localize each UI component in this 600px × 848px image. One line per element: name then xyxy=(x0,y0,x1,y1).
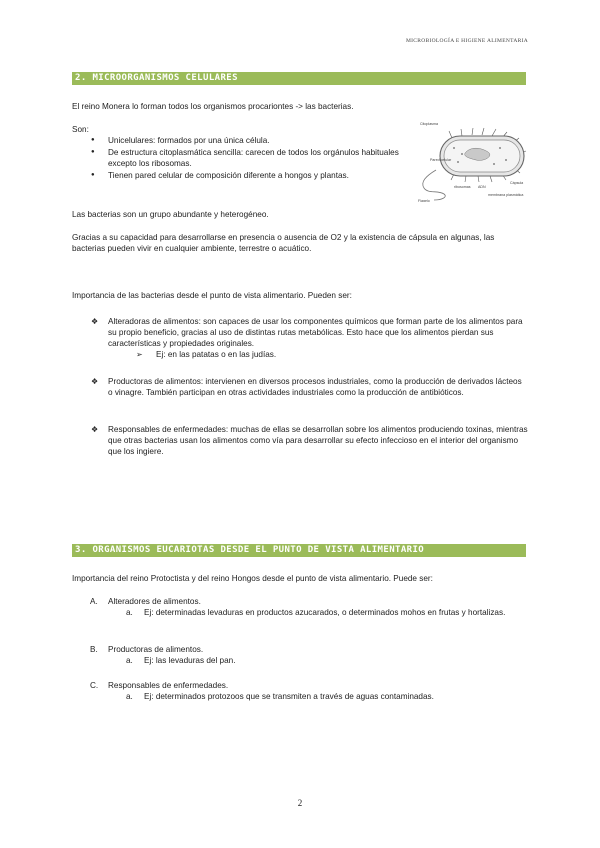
item-text: Responsables de enfermedades: muchas de ellas se desarrollan sobre los alimentos produciendo toxinas, mientras que otras bacterias usan los alimentos como vía para desarrollar su efecto infeccioso en el interior del organismo que los ingiere. xyxy=(108,425,528,456)
sub-item xyxy=(90,655,530,666)
item-letter: B. xyxy=(90,645,98,654)
item-title: Responsables de enfermedades. xyxy=(108,681,229,690)
bacteria-importance-list-3 xyxy=(88,424,528,457)
list-item xyxy=(88,376,528,398)
characteristics-list xyxy=(88,135,408,182)
label-citoplasma: Citoplasma xyxy=(420,122,438,126)
sub-marker: a. xyxy=(126,608,133,617)
eukaryote-intro: Importancia del reino Protoctista y del reino Hongos desde el punto de vista alimentario. Puede ser: xyxy=(72,574,433,583)
label-flagelo: Flagelo xyxy=(418,199,430,202)
label-pared-celular: Pared celular xyxy=(430,158,452,162)
paragraph-capacidad: Gracias a su capacidad para desarrollarse en presencia o ausencia de O2 y la existencia de cápsula en algunas, las bacterias pueden vivir en cualquier ambiente, terrestre o acuático. xyxy=(72,233,495,253)
sub-text: Ej: determinados protozoos que se transmiten a través de aguas contaminadas. xyxy=(144,692,434,701)
label-capsula: Cápsula xyxy=(510,181,524,185)
item-letter: C. xyxy=(90,681,99,690)
eukaryote-list-b xyxy=(90,644,530,666)
bacterium-diagram xyxy=(416,118,530,202)
son-label: Son: xyxy=(72,125,89,134)
monera-intro: El reino Monera lo forman todos los organismos procariontes -> las bacterias. xyxy=(72,102,354,111)
sub-marker: a. xyxy=(126,692,133,701)
item-text: Productoras de alimentos: intervienen en diversos procesos industriales, como la producción de derivados lácteos o vinagre. También participan en otras actividades industriales como la producción de antibióticos. xyxy=(108,377,522,397)
item-title: Productoras de alimentos. xyxy=(108,645,204,654)
running-header: MICROBIOLOGÍA E HIGIENE ALIMENTARIA xyxy=(405,38,528,44)
item-letter: A. xyxy=(90,597,98,606)
flagellum-line xyxy=(423,170,446,200)
item-title: Alteradores de alimentos. xyxy=(108,597,201,606)
bacteria-importance-list-2 xyxy=(88,376,528,398)
diamond-bullet-icon: ❖ xyxy=(91,425,99,434)
sub-text: Ej: las levaduras del pan. xyxy=(144,656,236,665)
list-item: ● De estructura citoplasmática sencilla: carecen de todos los orgánulos habituales excepto los ribosomas. xyxy=(88,147,408,169)
label-membrana: membrana plasmática xyxy=(488,193,524,197)
sub-marker: a. xyxy=(126,656,133,665)
example-text: Ej: en las patatas o en las judías. xyxy=(156,350,277,359)
list-item xyxy=(90,644,530,655)
list-item xyxy=(90,596,530,607)
list-item xyxy=(88,316,528,360)
example-line xyxy=(108,349,528,360)
label-adn: ADN xyxy=(478,185,486,189)
page-number: 2 xyxy=(297,798,303,808)
list-item xyxy=(90,680,530,691)
paragraph-importancia: Importancia de las bacterias desde el punto de vista alimentario. Pueden ser: xyxy=(72,291,352,300)
section-heading-3: 3. ORGANISMOS EUCARIOTAS DESDE EL PUNTO DE VISTA ALIMENTARIO xyxy=(72,544,526,557)
diamond-bullet-icon: ❖ xyxy=(91,317,99,326)
list-item: ● Tienen pared celular de composición diferente a hongos y plantas. xyxy=(88,170,408,181)
list-item xyxy=(88,424,528,457)
diamond-bullet-icon: ❖ xyxy=(91,377,99,386)
arrow-bullet-icon: ➢ xyxy=(136,350,143,359)
eukaryote-list-c xyxy=(90,680,530,702)
bacteria-importance-list xyxy=(88,316,528,360)
sub-text: Ej: determinadas levaduras en productos azucarados, o determinados mohos en frutas y hortalizas. xyxy=(144,608,506,617)
sub-item xyxy=(90,691,530,702)
sub-item xyxy=(90,607,530,618)
label-ribosomas: ribosomas xyxy=(454,185,471,189)
item-text: Alteradoras de alimentos: son capaces de usar los componentes químicos que forman parte de los alimentos para su propio beneficio, gracias al uso de distintas rutas metabólicas. Esto hace que los alimentos pierdan sus características y propiedades originales. xyxy=(108,317,523,348)
section-heading-2: 2. MICROORGANISMOS CELULARES xyxy=(72,72,526,85)
list-item: ● Unicelulares: formados por una única célula. xyxy=(88,135,408,146)
eukaryote-list-a xyxy=(90,596,530,618)
paragraph-abundante: Las bacterias son un grupo abundante y heterogéneo. xyxy=(72,210,269,219)
